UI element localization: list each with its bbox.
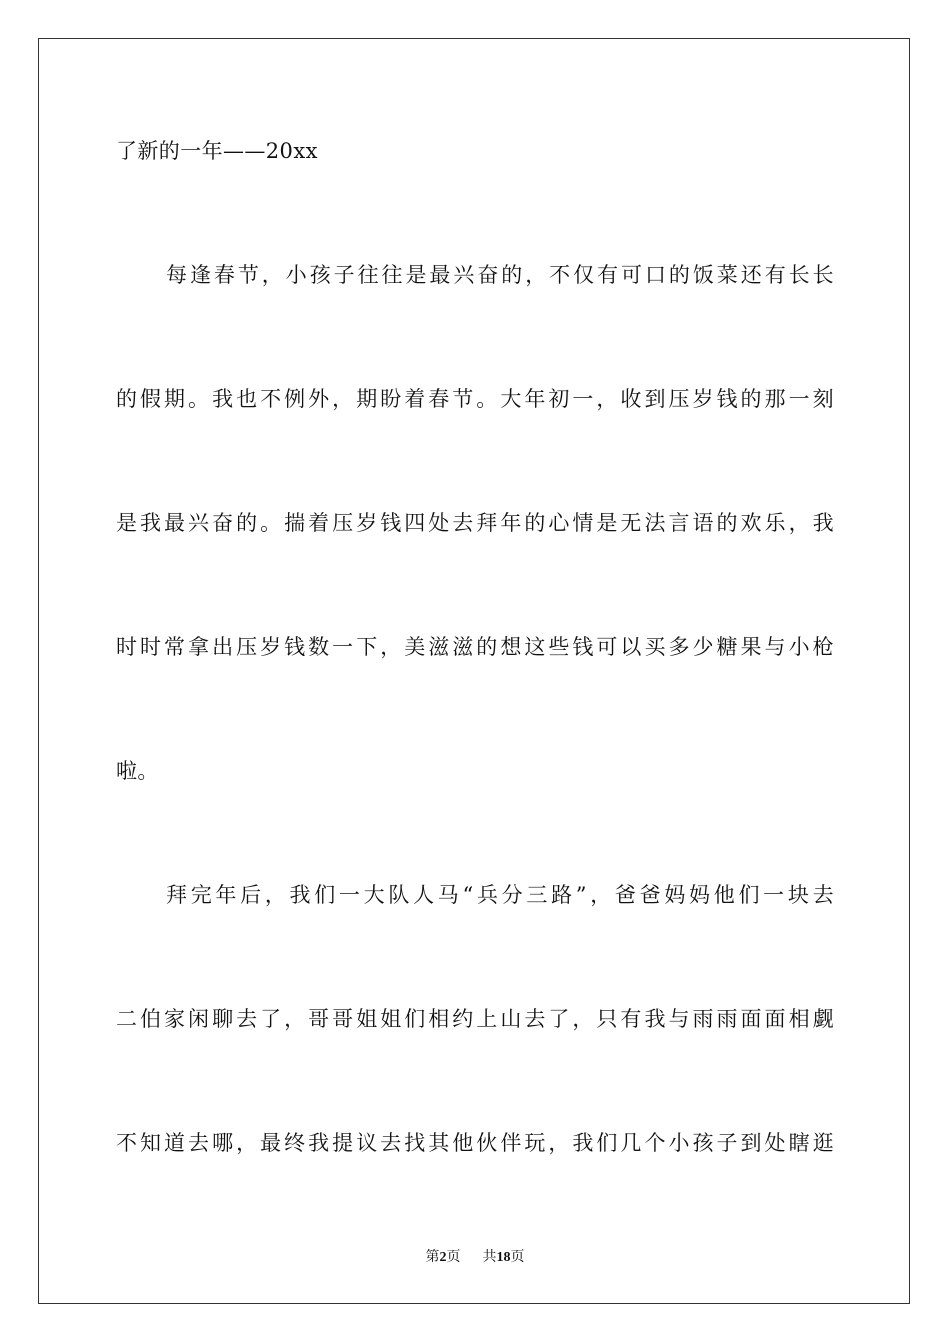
text-line: 时时常拿出压岁钱数一下，美滋滋的想这些钱可以买多少糖果与小枪 [116,635,834,659]
page-frame [38,38,910,1304]
text-line: 是我最兴奋的。揣着压岁钱四处去拜年的心情是无法言语的欢乐，我 [116,511,834,535]
text-line: 二伯家闲聊去了，哥哥姐姐们相约上山去了，只有我与雨雨面面相觑 [116,1007,834,1031]
text-line: 啦。 [116,759,159,783]
page-footer [0,1247,950,1268]
text-line: 了新的一年——20xx [116,139,318,163]
paragraph-first-line: 拜完年后，我们一大队人马“兵分三路”，爸爸妈妈他们一块去 [166,883,834,907]
text-line: 的假期。我也不例外，期盼着春节。大年初一，收到压岁钱的那一刻 [116,387,834,411]
paragraph-first-line: 每逢春节，小孩子往往是最兴奋的，不仅有可口的饭菜还有长长 [166,263,834,287]
text-line: 不知道去哪，最终我提议去找其他伙伴玩，我们几个小孩子到处瞎逛 [116,1131,834,1155]
page-total-label: 共18页 [482,1249,525,1265]
page-number-label: 第2页 [425,1249,461,1265]
